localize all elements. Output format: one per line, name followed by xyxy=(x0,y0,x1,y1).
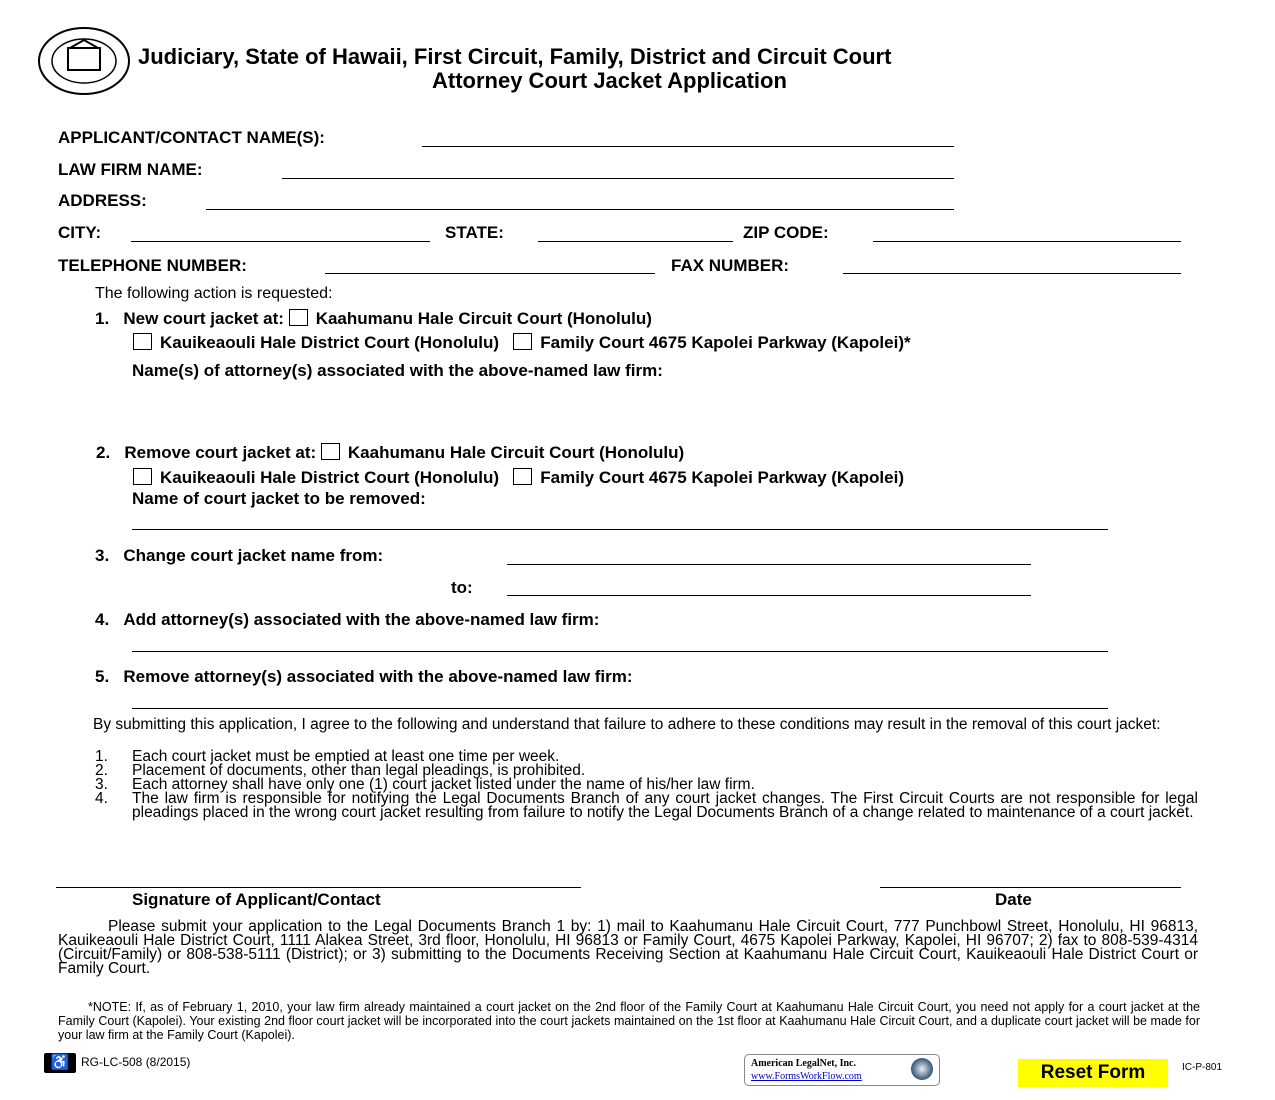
remove-kaahumanu-checkbox[interactable] xyxy=(321,443,340,460)
remove-name-label: Name of court jacket to be removed: xyxy=(132,489,426,508)
term-number: 4. xyxy=(95,790,108,807)
signature-field[interactable] xyxy=(56,887,581,888)
address-field[interactable] xyxy=(206,209,954,210)
term-text: Each court jacket must be emptied at least one time per week. xyxy=(132,748,560,765)
accessibility-icon: ♿ xyxy=(44,1053,76,1073)
new-kaahumanu-checkbox[interactable] xyxy=(289,309,308,326)
city-label: CITY: xyxy=(58,223,102,242)
term-text: Each attorney shall have only one (1) court jacket listed under the name of his/her law firm. xyxy=(132,776,755,793)
option-label: Kauikeaouli Hale District Court (Honolulu) xyxy=(160,468,500,487)
form-id: RG-LC-508 (8/2015) xyxy=(81,1055,191,1069)
date-label: Date xyxy=(995,890,1032,909)
change-to-field[interactable] xyxy=(507,595,1031,596)
change-from-field[interactable] xyxy=(507,564,1031,565)
city-field[interactable] xyxy=(131,241,430,242)
item-number: 5. xyxy=(95,667,110,686)
signature-label: Signature of Applicant/Contact xyxy=(132,890,381,909)
vendor-name: American LegalNet, Inc. xyxy=(751,1058,856,1069)
option-label: Family Court 4675 Kapolei Parkway (Kapolei) xyxy=(540,468,904,487)
item-number: 4. xyxy=(95,610,110,629)
fax-label: FAX NUMBER: xyxy=(671,256,790,275)
term-number: 1. xyxy=(95,748,108,765)
option-label: Kaahumanu Hale Circuit Court (Honolulu) xyxy=(315,309,652,328)
remove-jacket-label: Remove court jacket at: xyxy=(124,443,317,462)
new-kauikeaouli-checkbox[interactable] xyxy=(133,333,152,350)
change-name-label: Change court jacket name from: xyxy=(123,546,384,565)
term-number: 2. xyxy=(95,762,108,779)
terms-intro: By submitting this application, I agree to the following and understand that failure to adhere to these conditions may result in the removal of this court jacket: xyxy=(93,716,1161,733)
attorney-names-label: Name(s) of attorney(s) associated with the above-named law firm: xyxy=(132,361,663,380)
attorney-names-field[interactable] xyxy=(132,385,1107,430)
terms-list xyxy=(95,750,1198,820)
new-family-court-checkbox[interactable] xyxy=(513,333,532,350)
remove-attorney-field[interactable] xyxy=(132,708,1108,709)
remove-kauikeaouli-checkbox[interactable] xyxy=(133,468,152,485)
option-label: Family Court 4675 Kapolei Parkway (Kapolei)* xyxy=(540,333,911,352)
new-jacket-label: New court jacket at: xyxy=(123,309,284,328)
state-label: STATE: xyxy=(445,223,504,242)
term-text: Placement of documents, other than legal pleadings, is prohibited. xyxy=(132,762,586,779)
reset-form-button[interactable]: Reset Form xyxy=(1018,1059,1168,1087)
form-subtitle: Attorney Court Jacket Application xyxy=(432,68,787,93)
zip-field[interactable] xyxy=(873,241,1181,242)
item-number: 1. xyxy=(95,309,110,328)
applicant-field[interactable] xyxy=(422,146,954,147)
remove-name-field[interactable] xyxy=(132,529,1108,530)
firm-label: LAW FIRM NAME: xyxy=(58,160,203,179)
term-text: The law firm is responsible for notifying the Legal Documents Branch of any court jacket changes. The First Circuit Courts are not responsible for legal pleadings placed in the wrong court jacket resulting from failure to notify the Legal Documents Branch of a change related to maintenance of a court jacket. xyxy=(132,790,1198,821)
remove-attorney-label: Remove attorney(s) associated with the above-named law firm: xyxy=(123,667,633,686)
vendor-logo xyxy=(744,1054,940,1086)
address-label: ADDRESS: xyxy=(58,191,147,210)
remove-family-court-checkbox[interactable] xyxy=(513,468,532,485)
submission-instructions: Please submit your application to the Legal Documents Branch 1 by: 1) mail to Kaahumanu Hale Circuit Court, 777 Punchbowl Street, Honolulu, HI 96813, Kauikeaouli Hale District Court, 1111 Alakea Street, 3rd floor, Honolulu, HI 96813 or Family Court, 4675 Kapolei Parkway, Kapolei, HI 96707; 2) fax to 808-539-4314 (Circuit/Family) or 808-538-5111 (District); or 3) submitting to the Documents Receiving Section at Kaahumanu Hale Circuit Court, Kauikeaouli Hale District Court or Family Court. xyxy=(58,918,1198,977)
option-label: Kaahumanu Hale Circuit Court (Honolulu) xyxy=(347,443,685,462)
fax-field[interactable] xyxy=(843,273,1181,274)
firm-field[interactable] xyxy=(282,178,954,179)
add-attorney-label: Add attorney(s) associated with the above-named law firm: xyxy=(123,610,600,629)
form-title: Judiciary, State of Hawaii, First Circuit, Family, District and Circuit Court xyxy=(138,44,892,69)
judiciary-seal-logo xyxy=(36,26,132,96)
phone-field[interactable] xyxy=(325,273,655,274)
zip-label: ZIP CODE: xyxy=(743,223,829,242)
item-number: 2. xyxy=(96,443,111,462)
actions-intro: The following action is requested: xyxy=(95,285,333,302)
date-field[interactable] xyxy=(880,887,1181,888)
globe-icon xyxy=(911,1058,933,1080)
form-code: IC-P-801 xyxy=(1182,1062,1223,1073)
applicant-label: APPLICANT/CONTACT NAME(S): xyxy=(58,128,325,147)
phone-label: TELEPHONE NUMBER: xyxy=(58,256,247,275)
state-field[interactable] xyxy=(538,241,733,242)
item-number: 3. xyxy=(95,546,110,565)
note-text: *NOTE: If, as of February 1, 2010, your law firm already maintained a court jacket on the 2nd floor of the Family Court at Kaahumanu Hale Circuit Court, you need not apply for a court jacket at the Family Court (Kapolei). Your existing 2nd floor court jacket will be incorporated into the court jackets maintained on the 1st floor at Kaahumanu Hale Circuit Court, and a duplicate court jacket will be made for your law firm at the Family Court (Kapolei). xyxy=(58,1000,1200,1042)
term-number: 3. xyxy=(95,776,108,793)
vendor-link[interactable]: www.FormsWorkFlow.com xyxy=(751,1071,862,1082)
add-attorney-field[interactable] xyxy=(132,651,1108,652)
change-to-label: to: xyxy=(451,578,473,597)
option-label: Kauikeaouli Hale District Court (Honolulu) xyxy=(160,333,500,352)
